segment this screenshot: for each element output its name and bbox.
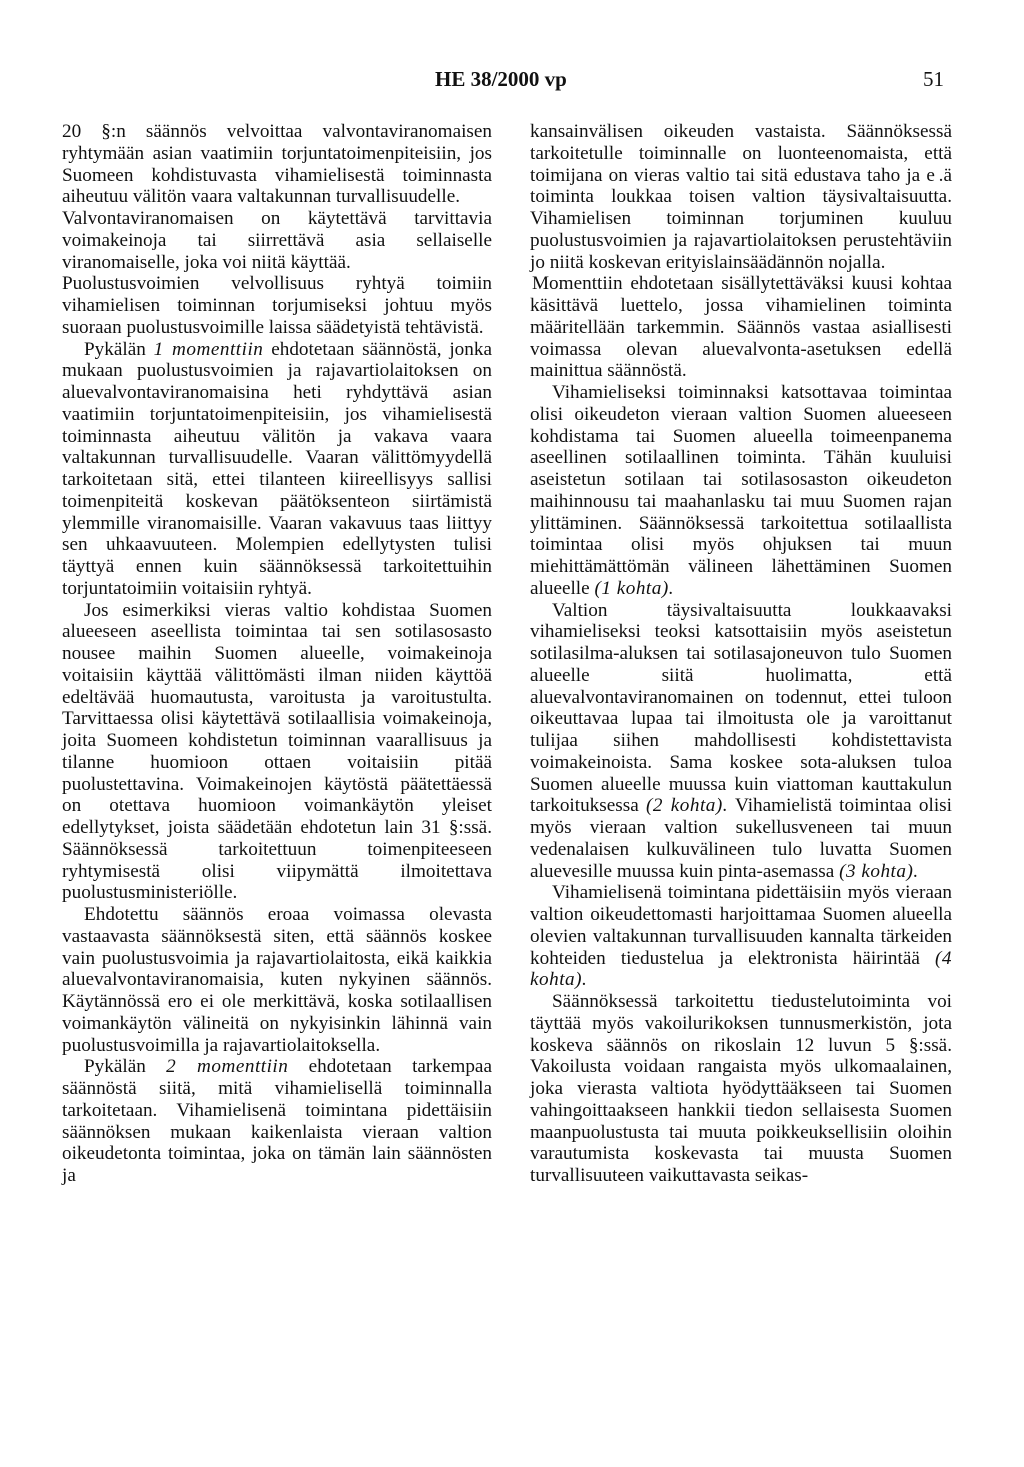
text-run: ehdotetaan tarkempaa säännöstä siitä, mitä vihamielisellä toiminnalla tarkoitetaan. Vihamielisenä toimintana pidettäisiin säännöksen mukaan kaikenlaista vieraan valtion oikeudetonta toimintaa, joka on tämän lain säännösten ja: [62, 1056, 492, 1186]
paragraph: 20 §:n säännös velvoittaa valvontaviranomaisen ryhtymään asian vaatimiin torjuntatoimenpiteisiin, jos Suomeen kohdistuvasta vihamielisestä toiminnasta aiheutuu välitön vaara valtakunnan turvallisuudelle.: [62, 121, 492, 208]
left-column: [62, 121, 492, 1187]
text-run: Vihamielisenä toimintana pidettäisiin myös vieraan valtion oikeudettomasti harjoittamaa Suomen alueella olevien valtakunnan turvallisuuden kannalta tärkeiden kohteiden tiedustelua ja elektronista häirintää: [530, 882, 952, 969]
paragraph: Jos esimerkiksi vieras valtio kohdistaa Suomen alueeseen aseellista toimintaa tai sen sotilasosasto nousee maihin Suomen alueelle, voimakeinoja voitaisiin käyttää välittömästi ilman niiden käyttöä edeltävää huomautusta, varoitusta ja varoitustulta. Tarvittaessa olisi käytettävä sotilaallisia voimakeinoja, joita Suomeen kohdistetun toiminnan vaarallisuus ja tilanne huomioon ottaen voitaisiin pitää puolustettavina. Voimakeinojen käytöstä päätettäessä on otettava huomioon voimankäytön yleiset edellytykset, joista säädetään ehdotetun lain 31 §:ssä. Säännöksessä tarkoitettuun toimenpiteeseen ryhtymisestä olisi viipymättä ilmoitettava puolustusministeriölle.: [62, 599, 492, 904]
paragraph: Puolustusvoimien velvollisuus ryhtyä toimiin vihamielisen toiminnan torjumiseksi johtuu myös suoraan puolustusvoimille laissa säädetyistä tehtävistä.: [62, 273, 492, 338]
document-id: HE 38/2000 vp: [435, 67, 567, 91]
emphasis: (2 kohta).: [646, 795, 729, 817]
paragraph: kansainvälisen oikeuden vastaista. Säännöksessä tarkoitetulle toiminnalle on luonteenomaista, että toimijana on vieras valtio tai sitä edustava taho ja e .ä toiminta loukkaa toisen valtion täysivaltaisuutta. Vihamielisen toiminnan torjuminen kuuluu puolustusvoimien ja rajavartiolaitoksen perustehtäviin jo niitä koskevan erityislainsäädännön nojalla.: [530, 121, 952, 273]
text-run: Pykälän: [84, 338, 154, 360]
text-run: Vihamielistä toimintaa olisi myös vieraan valtion sukellusveneen tai muun vedenalaisen kulkuvälineen tulo luvatta Suomen aluevesille muussa kuin pinta-asemassa: [530, 795, 952, 882]
text-run: Valtion täysivaltaisuutta loukkaavaksi vihamieliseksi teoksi katsottaisiin myös aseistetun sotilasilma-aluksen tai sotilasajoneuvon tulo Suomen alueelle siitä huolimatta, että aluevalvontaviranomainen on todennut, ettei tuloon oikeuttavaa lupaa tai ilmoitusta ole ja varoittanut tulijaa siihen mahdollisesti kohdistettavista voimakeinoista. Sama koskee sota-aluksen tuloa Suomen alueelle muussa kuin viattoman kauttakulun tarkoituksessa: [530, 599, 952, 817]
paragraph: Momenttiin ehdotetaan sisällytettäväksi kuusi kohtaa käsittävä luettelo, jossa vihamielinen toiminta määritellään tarkemmin. Säännös vastaa asiallisesti voimassa olevan aluevalvonta-asetuksen edellä mainittua säännöstä.: [530, 273, 952, 382]
emphasis: (3 kohta).: [839, 860, 919, 882]
paragraph: Säännöksessä tarkoitettu tiedustelutoiminta voi täyttää myös vakoilurikoksen tunnusmerkistön, jota koskeva säännös on rikoslain 12 luvun 5 §:ssä. Vakoilusta voidaan rangaista myös ulkomaalainen, joka vierasta valtiota hyödyttääkseen tai Suomen vahingoittaakseen hankkii tiedon sellaisesta Suomen maanpuolustusta tai muuta poikkeuksellisiin oloihin varautumista koskevasta tai muusta Suomen turvallisuuteen vaikuttavasta seikas-: [530, 991, 952, 1186]
page-number: 51: [923, 67, 944, 91]
paragraph: [530, 382, 952, 600]
text-run: ehdotetaan säännöstä, jonka mukaan puolustusvoimien ja rajavartiolaitoksen on aluevalvontaviranomaisina heti ryhdyttävä asian vaatimiin torjuntatoimenpiteisiin, jos vihamielisestä toiminnasta aiheutuu välitön ja vakava vaara valtakunnan turvallisuudelle. Vaaran välittömyydellä tarkoitetaan sitä, ettei tilanteen kiireellisyys sallisi toimenpiteitä koskevan päätöksenteon siirtämistä ylemmille viranomaisille. Vaaran vakavuus taas liittyy sen uhkaavuuteen. Molempien edellytysten tulisi täyttyä ennen kuin säännöksessä tarkoitettuihin torjuntatoimiin voitaisiin ryhtyä.: [62, 338, 492, 599]
emphasis: (1 kohta).: [594, 577, 675, 599]
right-column: [530, 121, 952, 1187]
text-run: Vihamieliseksi toiminnaksi katsottavaa toimintaa olisi oikeudeton vieraan valtion Suomen alueeseen kohdistama tai Suomen alueella toimeenpanema aseellinen sotilaallinen toiminta. Tähän kuuluisi aseistetun sotilaan tai sotilasosaston oikeudeton maihinnousu tai maahanlasku tai muu Suomen rajan ylittäminen. Säännöksessä tarkoitettua sotilaallista toimintaa olisi myös ohjuksen tai muun miehittämättömän välineen lähettäminen Suomen alueelle: [530, 382, 952, 599]
paragraph: [530, 882, 952, 991]
paragraph: Valvontaviranomaisen on käytettävä tarvittavia voimakeinoja tai siirrettävä asia sellaiselle viranomaiselle, joka voi niitä käyttää.: [62, 208, 492, 273]
paragraph: [530, 600, 952, 883]
text-run: Pykälän: [84, 1056, 167, 1078]
paragraph: [62, 339, 492, 600]
emphasis: 1 momenttiin: [153, 338, 264, 360]
emphasis: 2 momenttiin: [166, 1056, 289, 1078]
emphasis: (4 kohta).: [530, 947, 952, 991]
page-header: [0, 66, 1024, 96]
paragraph: Ehdotettu säännös eroaa voimassa olevasta vastaavasta säännöksestä siten, että säännös koskee vain puolustusvoimia ja rajavartiolaitosta, eikä kaikkia aluevalvontaviranomaisia, kuten nykyinen säännös. Käytännössä ero ei ole merkittävä, koska sotilaallisen voimankäytön välineitä on nykyisinkin lähinnä vain puolustusvoimilla ja rajavartiolaitoksella.: [62, 904, 492, 1056]
paragraph: [62, 1056, 492, 1187]
